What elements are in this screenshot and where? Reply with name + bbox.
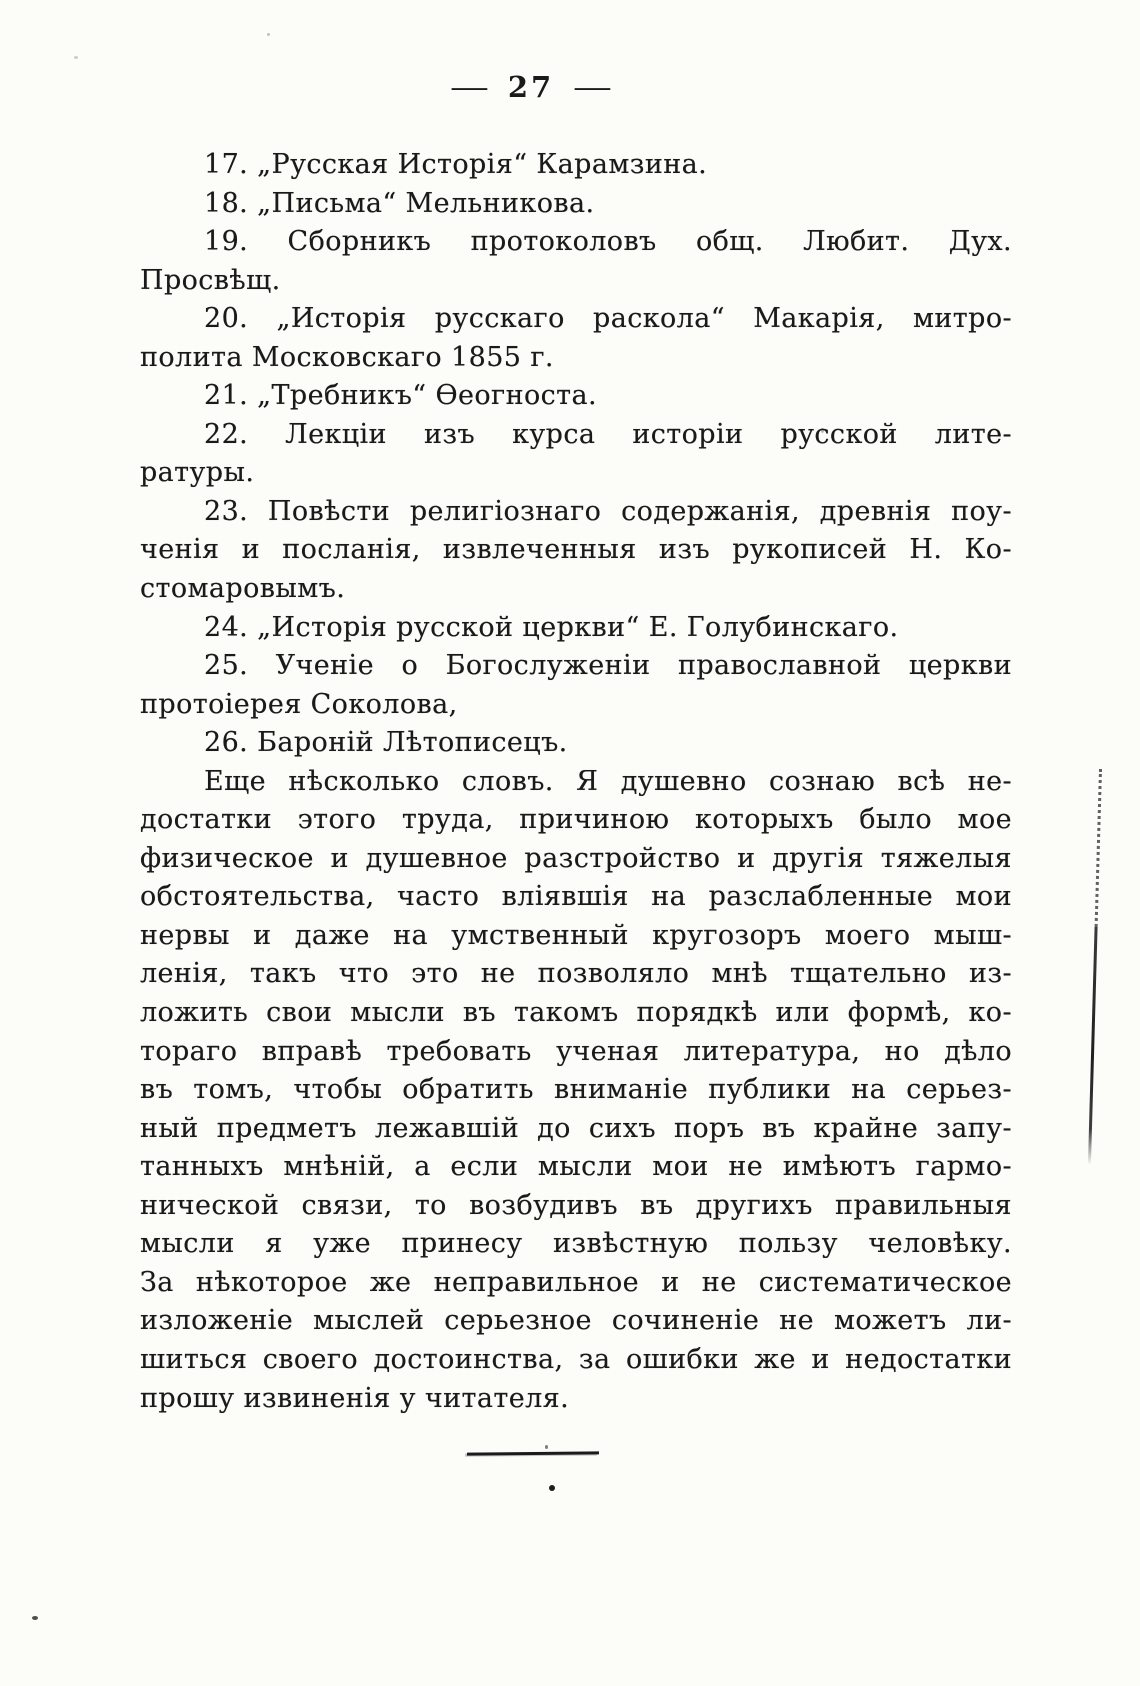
header-dash-left: — — [449, 70, 489, 104]
text-line: физическое и душевное разстройство и другія тяжелыя — [140, 842, 1012, 874]
scan-artifact-line-dotted — [1095, 769, 1102, 927]
section-divider-rule — [467, 1451, 599, 1455]
text-line: Просвѣщ. — [140, 264, 281, 296]
text-line: 17. „Русская Исторія“ Карамзина. — [204, 149, 708, 180]
text-line: мысли я уже принесу извѣстную пользу человѣку. — [140, 1228, 1012, 1260]
page-number: 27 — [507, 70, 555, 104]
scan-speck — [74, 56, 78, 59]
text-line: ный предметъ лежавшій до сихъ поръ въ крайне запу- — [140, 1112, 1012, 1144]
text-line: прошу извиненія у читателя. — [140, 1382, 570, 1414]
scan-artifact-line — [1088, 769, 1102, 1165]
text-line: 24. „Исторія русской церкви“ Е. Голубинскаго. — [204, 611, 899, 643]
scan-speck — [821, 428, 824, 433]
scan-speck — [545, 1445, 548, 1449]
text-line: тораго вправѣ требовать ученая литература, но дѣло — [140, 1035, 1012, 1067]
text-line: 18. „Письма“ Мельникова. — [204, 187, 595, 219]
text-line: Еще нѣсколько словъ. Я душевно сознаю всѣ не- — [204, 765, 1012, 797]
text-line: 20. „Исторія русскаго раскола“ Макарія, митро- — [204, 303, 1012, 335]
text-line: стомаровымъ. — [140, 573, 346, 605]
text-line: протоіерея Соколова, — [140, 688, 458, 720]
scan-speck — [32, 1616, 38, 1620]
text-line: 23. Повѣсти религіознаго содержанія, древнія поу- — [204, 495, 1012, 527]
text-line: изложеніе мыслей серьезное сочиненіе не можетъ ли- — [140, 1305, 1012, 1337]
text-line: обстоятельства, часто вліявшія на разслабленные мои — [140, 881, 1012, 913]
text-line: шиться своего достоинства, за ошибки же и недостатки — [140, 1343, 1012, 1375]
text-line: танныхъ мнѣній, а если мысли мои не имѣютъ гармо- — [140, 1151, 1012, 1183]
text-line: ложить свои мысли въ такомъ порядкѣ или формѣ, ко- — [140, 997, 1012, 1029]
text-line: въ томъ, чтобы обратить вниманіе публики на серьез- — [140, 1074, 1012, 1106]
page-text — [140, 146, 1012, 1418]
text-line: нервы и даже на умственный кругозоръ моего мыш- — [140, 919, 1012, 951]
scan-artifact-line-solid — [1088, 927, 1097, 1165]
text-line: достатки этого труда, причиною которыхъ было мое — [140, 804, 1012, 836]
text-line: ченія и посланія, извлеченныя изъ рукописей Н. Ко- — [140, 534, 1012, 566]
text-line: полита Московскаго 1855 г. — [140, 341, 554, 373]
text-line: нической связи, то возбудивъ въ другихъ правильныя — [140, 1189, 1012, 1221]
page-header — [0, 70, 1062, 104]
text-line: ленія, такъ что это не позволяло мнѣ тщательно из- — [140, 958, 1012, 990]
header-dash-right: — — [573, 70, 613, 104]
text-line: 19. Сборникъ протоколовъ общ. Любит. Дух. — [204, 226, 1012, 258]
text-line: ратуры. — [140, 457, 255, 489]
text-line: 25. Ученіе о Богослуженіи православной церкви — [204, 650, 1012, 682]
text-line: За нѣкоторое же неправильное и не систематическое — [140, 1266, 1012, 1298]
text-line: 21. „Требникъ“ Ѳеогноста. — [204, 380, 597, 412]
text-line: 22. Лекціи изъ курса исторіи русской лите- — [204, 418, 1012, 450]
scan-speck — [267, 33, 270, 36]
text-line: 26. Бароній Лѣтописецъ. — [204, 727, 568, 759]
stray-ink-dot — [549, 1485, 555, 1491]
